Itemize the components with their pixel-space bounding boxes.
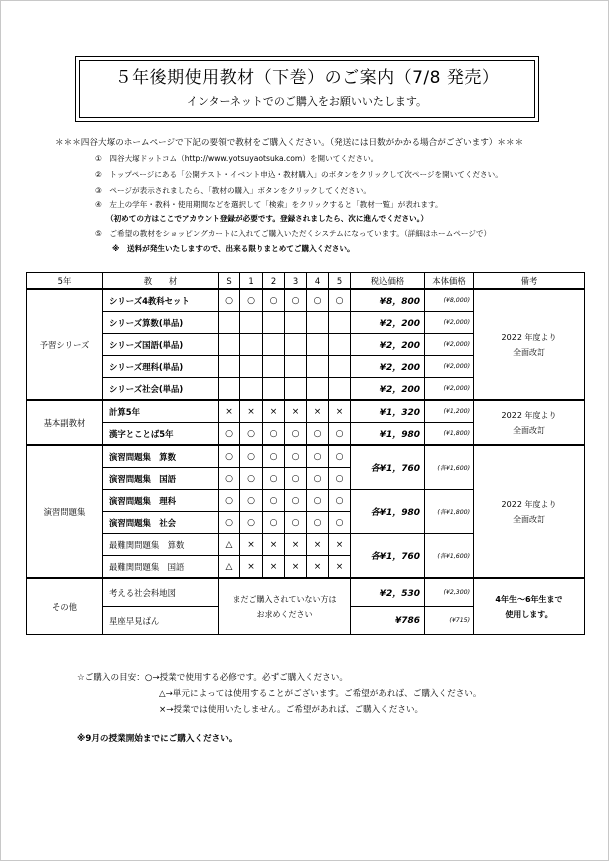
mark-5: ×	[329, 556, 351, 579]
price: 各¥1，980	[351, 490, 425, 534]
item-name: 最難関問題集 算数	[103, 534, 219, 556]
mark-1	[240, 378, 263, 401]
mark-3	[285, 312, 307, 334]
note-ensyu	[474, 445, 585, 578]
note-line: 全面改訂	[513, 514, 545, 524]
mark-s: ○	[219, 490, 240, 512]
header-price: 税込価格	[351, 273, 425, 290]
base-price: (¥715)	[425, 607, 474, 635]
legend-footer: ※9月の授業開始までにご購入ください。	[77, 734, 238, 744]
mark-1	[240, 312, 263, 334]
item-name: シリーズ算数(単品)	[103, 312, 219, 334]
mark-s: △	[219, 534, 240, 556]
mark-s	[219, 356, 240, 378]
mark-2: ×	[263, 534, 285, 556]
notice-step-3: ③ ページが表示されましたら、「教材の購入」ボタンをクリックしてください。	[95, 186, 371, 195]
item-name: 演習問題集 理科	[103, 490, 219, 512]
mark-1: ○	[240, 445, 263, 468]
price: ¥1，320	[351, 400, 425, 423]
mark-2: ○	[263, 423, 285, 446]
mark-s: ○	[219, 289, 240, 312]
item-name: 演習問題集 社会	[103, 512, 219, 534]
mark-1: ×	[240, 534, 263, 556]
item-name: シリーズ理科(単品)	[103, 356, 219, 378]
legend-line-1: ☆ご購入の目安：○→授業で使用する必修です。必ずご購入ください。	[77, 673, 348, 683]
mark-3	[285, 356, 307, 378]
mark-4: ○	[307, 512, 329, 534]
base-price: (各¥1,600)	[425, 445, 474, 490]
mark-2: ○	[263, 289, 285, 312]
header-1: 1	[240, 273, 263, 290]
item-name: 演習問題集 国語	[103, 468, 219, 490]
page-title: ５年後期使用教材（下巻）のご案内（7/8 発売）	[114, 68, 500, 88]
note-line: 全面改訂	[513, 347, 545, 357]
mark-4: ○	[307, 445, 329, 468]
price: ¥2，200	[351, 378, 425, 401]
mark-5: ×	[329, 534, 351, 556]
mark-3: ○	[285, 445, 307, 468]
base-price: (¥1,800)	[425, 423, 474, 446]
mark-5: ○	[329, 445, 351, 468]
mark-s: ○	[219, 423, 240, 446]
price: 各¥1，760	[351, 445, 425, 490]
mark-2: ○	[263, 490, 285, 512]
header-2: 2	[263, 273, 285, 290]
item-name: 最難関問題集 国語	[103, 556, 219, 579]
mark-1	[240, 356, 263, 378]
other-remark	[219, 578, 351, 635]
notice-lead: ＊＊＊四谷大塚のホームページで下記の要領で教材をご購入ください。（発送には日数がかかる場合がございます）＊＊＊	[55, 138, 524, 148]
item-name: シリーズ国語(単品)	[103, 334, 219, 356]
mark-1: ○	[240, 289, 263, 312]
item-name: 考える社会科地図	[103, 578, 219, 607]
mark-5	[329, 312, 351, 334]
mark-5: ○	[329, 512, 351, 534]
mark-4: ×	[307, 400, 329, 423]
mark-2: ×	[263, 400, 285, 423]
price: 各¥1，760	[351, 534, 425, 579]
mark-2	[263, 378, 285, 401]
mark-s: ×	[219, 400, 240, 423]
item-name: 演習問題集 算数	[103, 445, 219, 468]
table-header-row	[27, 273, 585, 290]
mark-3: ×	[285, 556, 307, 579]
mark-4: ×	[307, 534, 329, 556]
mark-4	[307, 312, 329, 334]
mark-s	[219, 312, 240, 334]
mark-1: ○	[240, 423, 263, 446]
mark-s	[219, 378, 240, 401]
item-name: 計算5年	[103, 400, 219, 423]
base-price: (各¥1,600)	[425, 534, 474, 579]
base-price: (¥2,000)	[425, 378, 474, 401]
base-price: (¥2,000)	[425, 334, 474, 356]
notice-step-4: ④ 左上の学年・教科・使用期間などを選択して「検索」をクリックすると「教材一覧」が表れます。	[95, 200, 443, 209]
mark-3: ○	[285, 512, 307, 534]
mark-s: △	[219, 556, 240, 579]
mark-5: ○	[329, 289, 351, 312]
note-yoshu	[474, 289, 585, 400]
base-price: (¥2,000)	[425, 312, 474, 334]
mark-s: ○	[219, 468, 240, 490]
legend-line-2: △→単元によっては使用することがございます。ご希望があれば、ご購入ください。	[159, 689, 482, 699]
mark-3: ×	[285, 400, 307, 423]
item-name: シリーズ4教科セット	[103, 289, 219, 312]
mark-1: ○	[240, 512, 263, 534]
note-line: 使用します。	[505, 609, 553, 619]
mark-5: ○	[329, 468, 351, 490]
mark-1: ×	[240, 556, 263, 579]
note-line: 4年生～6年生まで	[495, 594, 563, 604]
header-base: 本体価格	[425, 273, 474, 290]
header-4: 4	[307, 273, 329, 290]
mark-2: ○	[263, 512, 285, 534]
mark-5	[329, 378, 351, 401]
base-price: (¥2,000)	[425, 356, 474, 378]
remark-line: まだご購入されていない方は	[232, 594, 337, 604]
mark-4: ×	[307, 556, 329, 579]
mark-3	[285, 334, 307, 356]
mark-3: ×	[285, 534, 307, 556]
mark-4: ○	[307, 289, 329, 312]
table-row	[27, 578, 585, 607]
mark-1: ○	[240, 468, 263, 490]
mark-2	[263, 356, 285, 378]
legend-line-3: ×→授業では使用いたしません。ご希望があれば、ご購入ください。	[159, 705, 424, 715]
mark-2	[263, 312, 285, 334]
note-line: 2022 年度より	[501, 499, 557, 509]
mark-s	[219, 334, 240, 356]
mark-4: ○	[307, 468, 329, 490]
mark-5: ×	[329, 400, 351, 423]
mark-1: ×	[240, 400, 263, 423]
price: ¥2，200	[351, 312, 425, 334]
note-line: 全面改訂	[513, 425, 545, 435]
base-price: (¥8,000)	[425, 289, 474, 312]
mark-5	[329, 356, 351, 378]
item-name: 漢字とことば5年	[103, 423, 219, 446]
group-other: その他	[27, 578, 103, 635]
price: ¥2，200	[351, 334, 425, 356]
header-material: 教 材	[103, 273, 219, 290]
mark-3: ○	[285, 289, 307, 312]
mark-5: ○	[329, 423, 351, 446]
mark-3: ○	[285, 490, 307, 512]
mark-3: ○	[285, 423, 307, 446]
header-3: 3	[285, 273, 307, 290]
price: ¥786	[351, 607, 425, 635]
price: ¥2，200	[351, 356, 425, 378]
mark-s: ○	[219, 512, 240, 534]
notice-step-4-note: （初めての方はここでアカウント登録が必要です。登録されましたら、次に進んでください。）	[106, 214, 429, 223]
item-name: 星座早見ばん	[103, 607, 219, 635]
header-grade: 5年	[27, 273, 103, 290]
group-ensyu: 演習問題集	[27, 445, 103, 578]
note-line: 2022 年度より	[501, 332, 557, 342]
notice-caution: ※ 送料が発生いたしますので、出来る限りまとめてご購入ください。	[112, 244, 355, 253]
base-price: (各¥1,800)	[425, 490, 474, 534]
mark-4	[307, 334, 329, 356]
price: ¥2，530	[351, 578, 425, 607]
note-other	[474, 578, 585, 635]
mark-2: ○	[263, 445, 285, 468]
price: ¥1，980	[351, 423, 425, 446]
base-price: (¥2,300)	[425, 578, 474, 607]
table-row	[27, 289, 585, 312]
mark-1: ○	[240, 490, 263, 512]
mark-5: ○	[329, 490, 351, 512]
notice-step-5: ⑤ ご希望の教材をショッピングカートに入れてご購入いただくシステムになっています。（詳細はホームページで）	[95, 229, 492, 238]
header-s: S	[219, 273, 240, 290]
item-name: シリーズ社会(単品)	[103, 378, 219, 401]
header-5: 5	[329, 273, 351, 290]
header-note: 備考	[474, 273, 585, 290]
mark-4: ○	[307, 423, 329, 446]
page-subtitle: インターネットでのご購入をお願いいたします。	[186, 95, 428, 108]
mark-4: ○	[307, 490, 329, 512]
mark-5	[329, 334, 351, 356]
mark-3: ○	[285, 468, 307, 490]
group-yoshu: 予習シリーズ	[27, 289, 103, 400]
mark-4	[307, 356, 329, 378]
remark-line: お求めください	[256, 609, 313, 619]
materials-table	[26, 272, 585, 635]
mark-2: ○	[263, 468, 285, 490]
mark-s: ○	[219, 445, 240, 468]
base-price: (¥1,200)	[425, 400, 474, 423]
mark-3	[285, 378, 307, 401]
mark-4	[307, 378, 329, 401]
table-row	[27, 400, 585, 423]
mark-2: ×	[263, 556, 285, 579]
note-line: 2022 年度より	[501, 410, 557, 420]
table-row	[27, 445, 585, 468]
note-kihon	[474, 400, 585, 445]
notice-step-2: ② トップページにある「公開テスト・イベント申込・教材購入」のボタンをクリックして次ページを開いてください。	[95, 170, 503, 179]
mark-2	[263, 334, 285, 356]
title-box	[75, 56, 539, 122]
price: ¥8，800	[351, 289, 425, 312]
notice-step-1: ① 四谷大塚ドットコム（http://www.yotsuyaotsuka.com）を開いてください。	[95, 154, 379, 163]
group-kihon: 基本副教材	[27, 400, 103, 445]
mark-1	[240, 334, 263, 356]
